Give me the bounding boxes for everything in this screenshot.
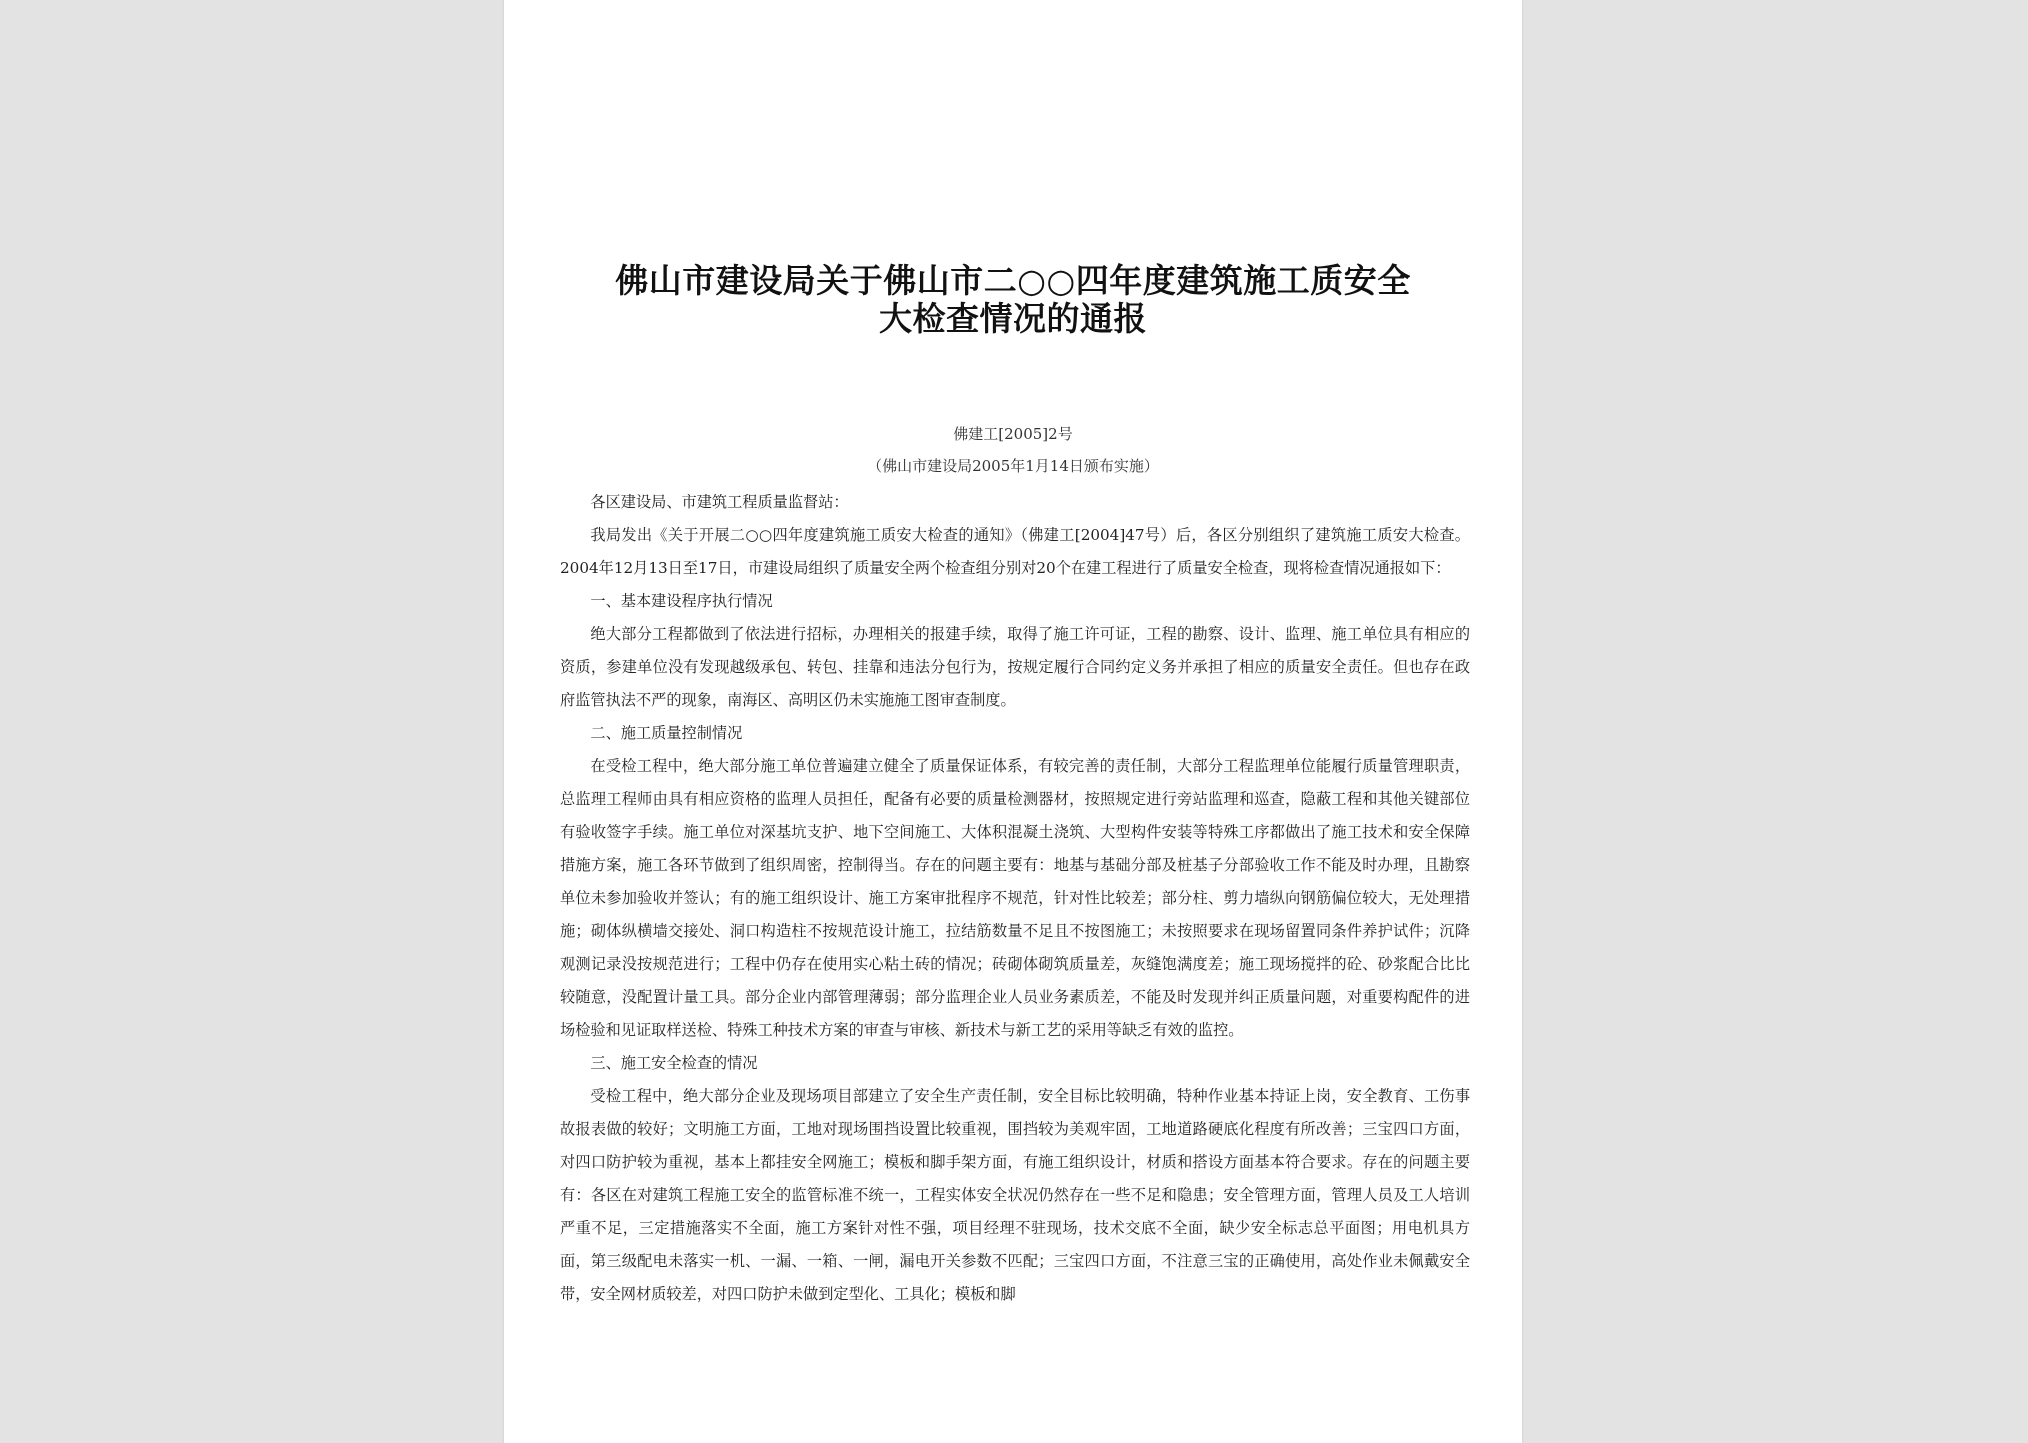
document-title (504, 262, 1522, 338)
section-1-paragraph: 绝大部分工程都做到了依法进行招标，办理相关的报建手续，取得了施工许可证，工程的勘察、设计、监理、施工单位具有相应的资质，参建单位没有发现越级承包、转包、挂靠和违法分包行为，按规定履行合同约定义务并承担了相应的质量安全责任。但也存在政府监管执法不严的现象，南海区、高明区仍未实施施工图审查制度。 (560, 625, 1470, 709)
issue-note: （佛山市建设局2005年1月14日颁布实施） (867, 457, 1159, 475)
salutation: 各区建设局、市建筑工程质量监督站： (590, 493, 849, 511)
document-number: 佛建工[2005]2号 (953, 425, 1073, 443)
document-page (504, 0, 1522, 1443)
section-2-paragraph: 在受检工程中，绝大部分施工单位普遍建立健全了质量保证体系，有较完善的责任制，大部分工程监理单位能履行质量管理职责，总监理工程师由具有相应资格的监理人员担任，配备有必要的质量检测器材，按照规定进行旁站监理和巡查，隐蔽工程和其他关键部位有验收签字手续。施工单位对深基坑支护、地下空间施工、大体积混凝土浇筑、大型构件安装等特殊工序都做出了施工技术和安全保障措施方案，施工各环节做到了组织周密，控制得当。存在的问题主要有：地基与基础分部及桩基子分部验收工作不能及时办理，且勘察单位未参加验收并签认；有的施工组织设计、施工方案审批程序不规范，针对性比较差；部分柱、剪力墙纵向钢筋偏位较大，无处理措施；砌体纵横墙交接处、洞口构造柱不按规范设计施工，拉结筋数量不足且不按图施工；未按照要求在现场留置同条件养护试件；沉降观测记录没按规范进行；工程中仍存在使用实心粘土砖的情况；砖砌体砌筑质量差，灰缝饱满度差；施工现场搅拌的砼、砂浆配合比比较随意，没配置计量工具。部分企业内部管理薄弱；部分监理企业人员业务素质差，不能及时发现并纠正质量问题，对重要构配件的进场检验和见证取样送检、特殊工种技术方案的审查与审核、新技术与新工艺的采用等缺乏有效的监控。 (560, 757, 1470, 1039)
section-3-heading: 三、施工安全检查的情况 (590, 1054, 758, 1072)
section-3-paragraph: 受检工程中，绝大部分企业及现场项目部建立了安全生产责任制，安全目标比较明确，特种作业基本持证上岗，安全教育、工伤事故报表做的较好；文明施工方面，工地对现场围挡设置比较重视，围挡较为美观牢固，工地道路硬底化程度有所改善；三宝四口方面，对四口防护较为重视，基本上都挂安全网施工；模板和脚手架方面，有施工组织设计，材质和搭设方面基本符合要求。存在的问题主要有：各区在对建筑工程施工安全的监管标准不统一，工程实体安全状况仍然存在一些不足和隐患；安全管理方面，管理人员及工人培训严重不足，三定措施落实不全面，施工方案针对性不强，项目经理不驻现场，技术交底不全面，缺少安全标志总平面图；用电机具方面，第三级配电未落实一机、一漏、一箱、一闸，漏电开关参数不匹配；三宝四口方面，不注意三宝的正确使用，高处作业未佩戴安全带，安全网材质较差，对四口防护未做到定型化、工具化；模板和脚 (560, 1087, 1470, 1303)
document-body (560, 486, 1470, 1311)
section-2-heading: 二、施工质量控制情况 (590, 724, 743, 742)
title-line-2: 大检查情况的通报 (879, 299, 1147, 338)
title-line-1: 佛山市建设局关于佛山市二○○四年度建筑施工质安全 (615, 261, 1411, 300)
intro-paragraph: 我局发出《关于开展二○○四年度建筑施工质安大检查的通知》（佛建工[2004]47号）后，各区分别组织了建筑施工质安大检查。2004年12月13日至17日，市建设局组织了质量安全两个检查组分别对20个在建工程进行了质量安全检查，现将检查情况通报如下： (560, 526, 1470, 577)
section-1-heading: 一、基本建设程序执行情况 (590, 592, 773, 610)
